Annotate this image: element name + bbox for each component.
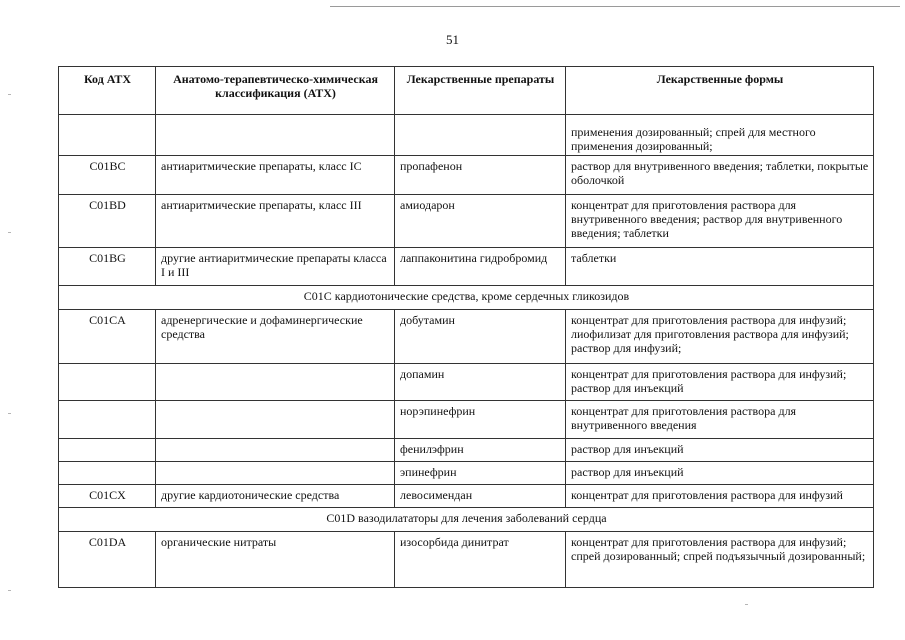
forms-cell: концентрат для приготовления раствора для внутривенного введения; раствор для внутривенного введения; таблетки [566, 195, 874, 248]
header-drugs: Лекарственные препараты [395, 67, 566, 115]
section-title: C01C кардиотонические средства, кроме сердечных гликозидов [59, 286, 874, 310]
header-code: Код АТХ [59, 67, 156, 115]
atx-table [58, 66, 874, 588]
header-classification: Анатомо-терапевтическо-химическая классификация (АТХ) [156, 67, 395, 115]
drug-cell: норэпинефрин [395, 401, 566, 439]
forms-cell: концентрат для приготовления раствора для инфузий; лиофилизат для приготовления раствора для инфузий; раствор для инфузий; [566, 310, 874, 364]
table-row [59, 532, 874, 588]
code-cell: C01CX [59, 485, 156, 508]
forms-cell: концентрат для приготовления раствора для внутривенного введения [566, 401, 874, 439]
page-number: 51 [446, 32, 459, 47]
drug-cell: левосимендан [395, 485, 566, 508]
classification-cell [156, 401, 395, 439]
header-forms: Лекарственные формы [566, 67, 874, 115]
drug-cell: изосорбида динитрат [395, 532, 566, 588]
code-cell [59, 115, 156, 156]
code-cell [59, 462, 156, 485]
forms-cell: раствор для внутривенного введения; таблетки, покрытые оболочкой [566, 156, 874, 195]
section-title: C01D вазодилататоры для лечения заболеваний сердца [59, 508, 874, 532]
table-row [59, 195, 874, 248]
classification-cell: другие кардиотонические средства [156, 485, 395, 508]
code-cell: C01DA [59, 532, 156, 588]
scan-speck [8, 413, 11, 414]
classification-cell: адренергические и дофаминергические средства [156, 310, 395, 364]
table-row [59, 439, 874, 462]
table-row [59, 462, 874, 485]
forms-cell: раствор для инъекций [566, 462, 874, 485]
table-row [59, 485, 874, 508]
drug-cell [395, 115, 566, 156]
code-cell: C01BC [59, 156, 156, 195]
drug-cell: пропафенон [395, 156, 566, 195]
code-cell: C01CA [59, 310, 156, 364]
table-row [59, 248, 874, 286]
classification-cell: антиаритмические препараты, класс III [156, 195, 395, 248]
code-cell [59, 439, 156, 462]
drug-cell: амиодарон [395, 195, 566, 248]
table-row [59, 310, 874, 364]
drug-cell: эпинефрин [395, 462, 566, 485]
classification-cell [156, 439, 395, 462]
classification-cell: другие антиаритмические препараты класса I и III [156, 248, 395, 286]
code-cell [59, 401, 156, 439]
drug-cell: добутамин [395, 310, 566, 364]
classification-cell: органические нитраты [156, 532, 395, 588]
forms-cell: концентрат для приготовления раствора для инфузий; раствор для инъекций [566, 364, 874, 401]
scan-speck [8, 232, 11, 233]
code-cell: C01BD [59, 195, 156, 248]
classification-cell [156, 115, 395, 156]
forms-cell: применения дозированный; спрей для местного применения дозированный; [566, 115, 874, 156]
table-row [59, 401, 874, 439]
forms-cell: таблетки [566, 248, 874, 286]
table-row [59, 364, 874, 401]
scan-speck [745, 604, 748, 605]
classification-cell [156, 364, 395, 401]
forms-cell: раствор для инъекций [566, 439, 874, 462]
table-header-row [59, 67, 874, 115]
section-row [59, 286, 874, 310]
drug-cell: допамин [395, 364, 566, 401]
code-cell: C01BG [59, 248, 156, 286]
drug-cell: фенилэфрин [395, 439, 566, 462]
table-row [59, 156, 874, 195]
forms-cell: концентрат для приготовления раствора для инфузий [566, 485, 874, 508]
code-cell [59, 364, 156, 401]
top-rule [330, 6, 900, 7]
forms-cell: концентрат для приготовления раствора для инфузий; спрей дозированный; спрей подъязычный дозированный; [566, 532, 874, 588]
scan-speck [8, 590, 11, 591]
classification-cell: антиаритмические препараты, класс IC [156, 156, 395, 195]
section-row [59, 508, 874, 532]
classification-cell [156, 462, 395, 485]
drug-cell: лаппаконитина гидробромид [395, 248, 566, 286]
table-row [59, 115, 874, 156]
scan-speck [8, 94, 11, 95]
